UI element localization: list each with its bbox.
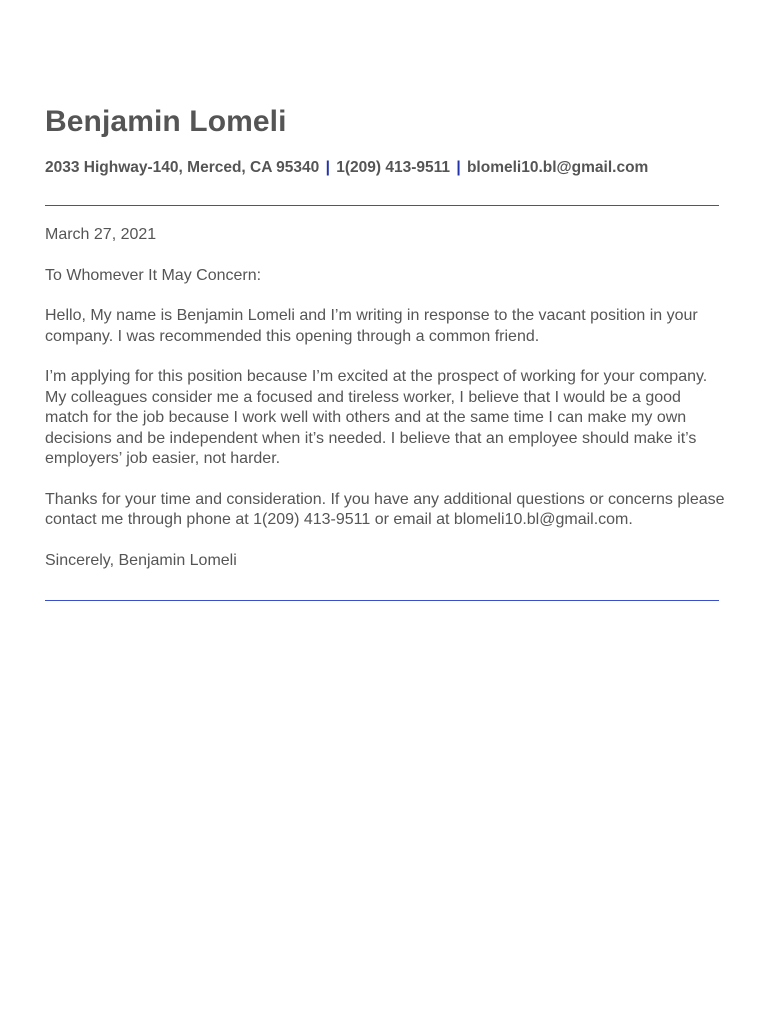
- contact-separator: |: [325, 159, 330, 176]
- paragraph-motivation: I’m applying for this position because I’m excited at the prospect of working for your company. My colleagues consider me a focused and tireless worker, I believe that I would be a good match for the job because I work well with others and at the same time I can make my own decisions and be independent when it’s needed. I believe that an employee should make it’s employers’ job easier, not harder.: [45, 368, 708, 467]
- paragraph-intro: Hello, My name is Benjamin Lomeli and I’m writing in response to the vacant position in your company. I was recommended this opening through a common friend.: [45, 307, 698, 345]
- sender-email: blomeli10.bl@gmail.com: [466, 159, 649, 176]
- letter-date: March 27, 2021: [45, 226, 157, 243]
- header-divider: [45, 204, 719, 206]
- sender-address: 2033 Highway-140, Merced, CA 95340: [45, 159, 320, 176]
- contact-line: [45, 158, 728, 178]
- sender-phone: 1(209) 413-9511: [336, 159, 450, 176]
- paragraph-contact: Thanks for your time and consideration. If you have any additional questions or concerns please contact me through phone at 1(209) 413-9511 or email at blomeli10.bl@gmail.com.: [45, 490, 725, 528]
- footer-divider: [45, 599, 719, 601]
- letter-closing: Sincerely, Benjamin Lomeli: [45, 551, 237, 569]
- sender-name: Benjamin Lomeli: [45, 105, 287, 138]
- contact-separator: |: [456, 159, 461, 176]
- letter-salutation: To Whomever It May Concern:: [45, 266, 262, 284]
